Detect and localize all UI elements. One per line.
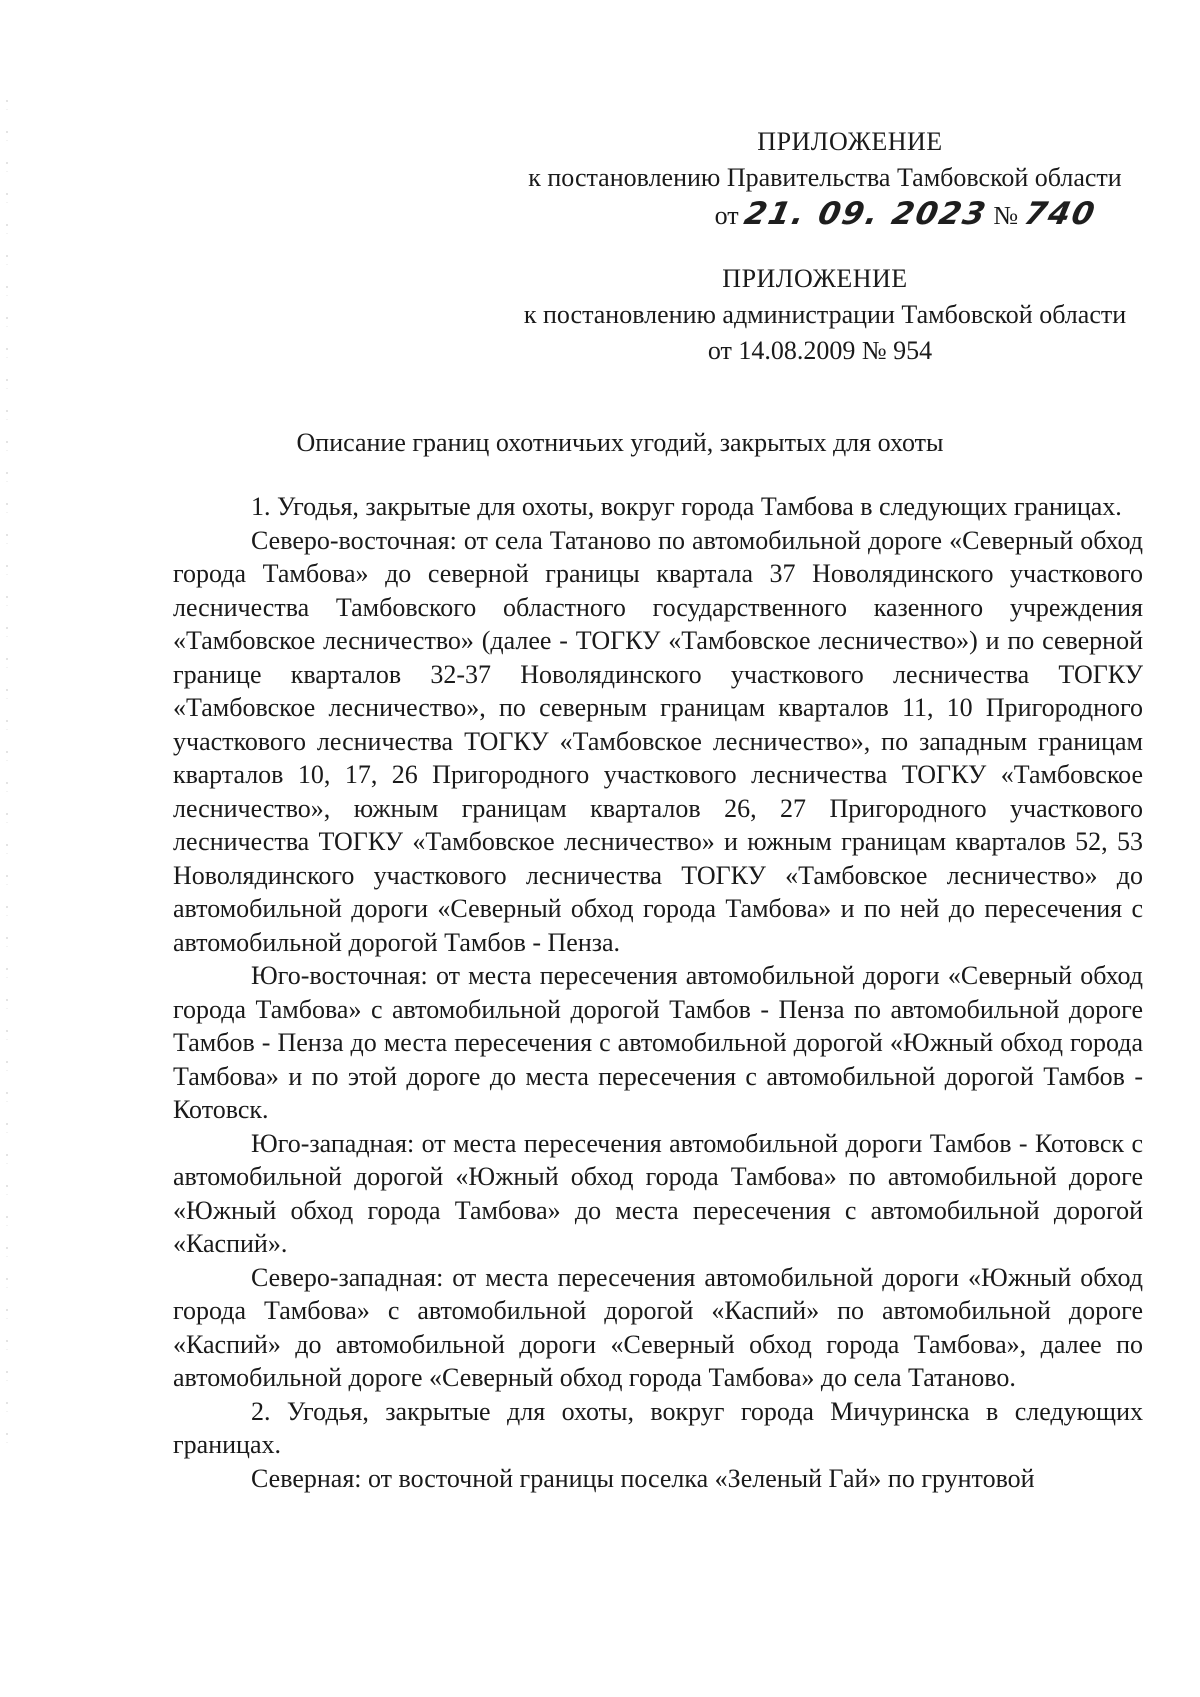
appendix-header-original bbox=[500, 261, 1150, 369]
appendix-date-line bbox=[660, 196, 1150, 234]
paragraph: Северо-восточная: от села Татаново по автомобильной дороге «Северный обход города Тамбова» до северной границы квартала 37 Новолядинского участкового лесничества Тамбовского областного государственного казенного учреждения «Тамбовское лесничество» (далее - ТОГКУ «Тамбовское лесничество») и по северной границе кварталов 32-37 Новолядинского участкового лесничества ТОГКУ «Тамбовское лесничество», по северным границам кварталов 11, 10 Пригородного участкового лесничества ТОГКУ «Тамбовское лесничество», по западным границам кварталов 10, 17, 26 Пригородного участкового лесничества ТОГКУ «Тамбовское лесничество», южным границам кварталов 26, 27 Пригородного участкового лесничества ТОГКУ «Тамбовское лесничество» и южным границам кварталов 52, 53 Новолядинского участкового лесничества ТОГКУ «Тамбовское лесничество» до автомобильной дороги «Северный обход города Тамбова» и по ней до пересечения с автомобильной дорогой Тамбов - Пенза. bbox=[173, 525, 1143, 957]
paragraph: Юго-западная: от места пересечения автомобильной дороги Тамбов - Котовск с автомобильной дорогой «Южный обход города Тамбова» по автомобильной дороге «Южный обход города Тамбова» до места пересечения с автомобильной дорогой «Каспий». bbox=[173, 1128, 1143, 1258]
appendix-title: ПРИЛОЖЕНИЕ bbox=[757, 127, 943, 156]
appendix-title: ПРИЛОЖЕНИЕ bbox=[722, 264, 908, 293]
paragraph: 1. Угодья, закрытые для охоты, вокруг города Тамбова в следующих границах. bbox=[251, 492, 1122, 521]
document-body bbox=[173, 490, 1143, 1495]
paragraph: 2. Угодья, закрытые для охоты, вокруг города Мичуринска в следующих границах. bbox=[173, 1396, 1143, 1459]
handwritten-date: 21. 09. 2023 bbox=[741, 196, 991, 232]
paragraph: Северо-западная: от места пересечения автомобильной дороги «Южный обход города Тамбова» с автомобильной дорогой «Каспий» по автомобильной дороге «Каспий» до автомобильной дороги «Северный обход города Тамбова», далее по автомобильной дороге «Северный обход города Тамбова» до села Татаново. bbox=[173, 1262, 1143, 1392]
paragraph: Юго-восточная: от места пересечения автомобильной дороги «Северный обход города Тамбова» с автомобильной дорогой Тамбов - Пенза по автомобильной дороге Тамбов - Пенза до места пересечения с автомобильной дорогой «Южный обход города Тамбова» и по этой дороге до места пересечения с автомобильной дорогой Тамбов - Котовск. bbox=[173, 961, 1143, 1124]
handwritten-number: 740 bbox=[1020, 196, 1100, 232]
scan-edge-artifact bbox=[6, 100, 8, 1450]
number-sign: № bbox=[993, 201, 1019, 230]
document-title: Описание границ охотничьих угодий, закрытых для охоты bbox=[296, 428, 944, 457]
appendix-subtitle: к постановлению Правительства Тамбовской области bbox=[528, 163, 1122, 192]
appendix-date-line: от 14.08.2009 № 954 bbox=[707, 336, 933, 365]
appendix-header-current bbox=[500, 124, 1150, 234]
date-prefix: от bbox=[714, 201, 739, 230]
paragraph: Северная: от восточной границы поселка «Зеленый Гай» по грунтовой bbox=[251, 1463, 1035, 1493]
appendix-subtitle: к постановлению администрации Тамбовской области bbox=[523, 300, 1127, 329]
